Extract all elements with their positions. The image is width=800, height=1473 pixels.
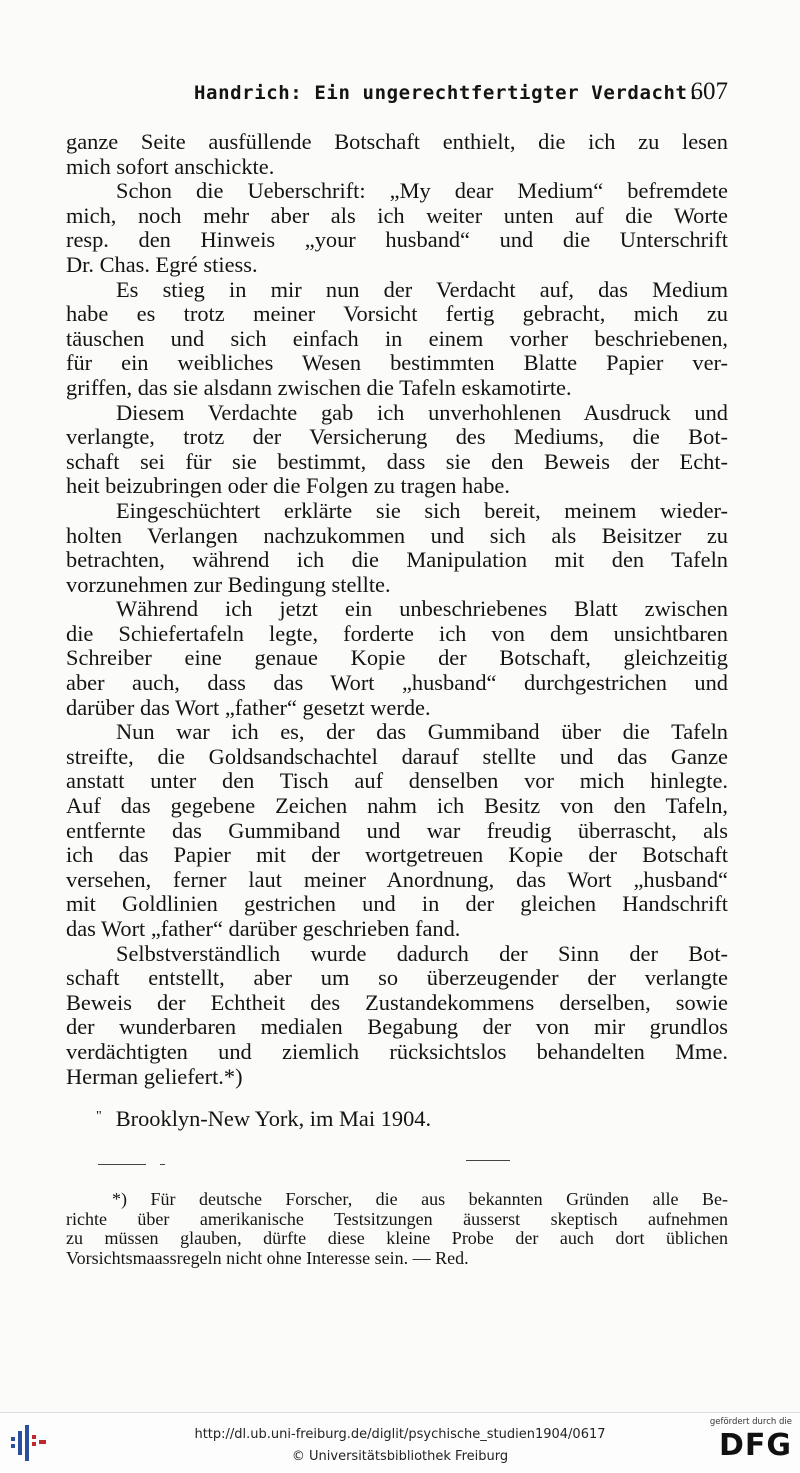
funding-note: gefördert durch die [709,1417,792,1427]
text-line: mich sofort anschickte. [66,153,275,179]
text-line: *) Für deutsche Forscher, die aus bekannten Gründen alle Be- [112,1189,728,1209]
text-line: für ein weibliches Wesen bestimmten Blatte Papier ver- [66,350,728,376]
text-line: das Wort „father“ darüber geschrieben fand. [66,916,461,941]
text-line: der wunderbaren medialen Begabung der von mir grundlos [66,1014,728,1040]
text-line: Auf das gegebene Zeichen nahm ich Besitz von den Tafeln, [66,793,728,819]
text-line: anstatt unter den Tisch auf denselben vor mich hinlegte. [66,768,728,794]
text-line: versehen, ferner laut meiner Anordnung, das Wort „husband“ [66,866,728,892]
text-line: Herman geliefert.*) [66,1063,243,1089]
text-line: ich das Papier mit der wortgetreuen Kopie der Botschaft [66,842,728,868]
text-line: täuschen und sich einfach in einem vorher beschriebenen, [66,325,728,351]
text-line: resp. den Hinweis „your husband“ und die Unterschrift [66,227,728,253]
footnote-text [66,1190,728,1268]
paragraph [66,499,728,597]
text-line: Vorsichtsmaassregeln nicht ohne Interesse sein. — Red. [66,1247,469,1268]
body-text [66,130,728,1089]
place-and-date [96,1106,431,1132]
text-line: die Schiefertafeln legte, forderte ich von dem unsichtbaren [66,620,728,646]
text-line: betrachten, während ich die Manipulation mit den Tafeln [66,547,728,573]
text-line: verdächtigten und ziemlich rücksichtslos behandelten Mme. [66,1038,728,1064]
paragraph [66,942,728,1090]
text-line: zu müssen glauben, dürfte diese kleine Probe der auch dort üblichen [66,1228,728,1248]
paragraph [66,179,728,277]
text-line: Während ich jetzt ein unbeschriebenes Blatt zwischen [116,596,728,622]
text-line: heit beizubringen oder die Folgen zu tragen habe. [66,473,510,499]
footnote-rule-dot [160,1164,165,1165]
paragraph [66,130,728,179]
text-line: Nun war ich es, der das Gummiband über die Tafeln [116,719,728,745]
dfg-logo-text: DFG [718,1428,792,1463]
text-line: Schon die Ueberschrift: „My dear Medium“ befremdete [116,178,728,204]
text-line: habe es trotz meiner Vorsicht fertig gebracht, mich zu [66,301,728,327]
text-line: vorzunehmen zur Bedingung stellte. [66,571,391,597]
paragraph [66,720,728,941]
paragraph [66,278,728,401]
text-line: Schreiber eine genaue Kopie der Botschaft, gleichzeitig [66,645,728,671]
text-line: mit Goldlinien gestrichen und in der gleichen Handschrift [66,891,728,917]
dfg-logo [702,1417,792,1469]
footnote [66,1190,728,1268]
text-line: darüber das Wort „father“ gesetzt werde. [66,694,431,720]
section-rule-right [466,1160,510,1161]
text-line: Diesem Verdachte gab ich unverhohlenen Ausdruck und [116,399,728,425]
copyright-notice: © Universitätsbibliothek Freiburg [291,1449,509,1464]
text-line: verlangte, trotz der Versicherung des Mediums, die Bot- [66,424,728,450]
text-line: holten Verlangen nachzukommen und sich als Beisitzer zu [66,522,728,548]
text-line: mich, noch mehr aber als ich weiter unten auf die Worte [66,202,728,228]
text-line: streifte, die Goldsandschachtel darauf stellte und das Ganze [66,743,728,769]
paragraph [66,401,728,499]
text-line: Es stieg in mir nun der Verdacht auf, das Medium [116,276,728,302]
viewer-footer [0,1412,800,1473]
text-line: schaft sei für sie bestimmt, dass sie den Beweis der Echt- [66,448,728,474]
text-line: Dr. Chas. Egré stiess. [66,251,258,277]
permalink[interactable]: http://dl.ub.uni-freiburg.de/diglit/psychische_studien1904/0617 [194,1427,606,1442]
text-line: Selbstverständlich wurde dadurch der Sinn der Bot- [116,940,728,966]
text-line: ganze Seite ausfüllende Botschaft enthielt, die ich zu lesen [66,129,728,154]
place-date-text: Brooklyn-New York, im Mai 1904. [115,1106,432,1131]
running-header [66,78,728,114]
paragraph [66,597,728,720]
stray-mark: " [96,1109,102,1124]
text-line: Beweis der Echtheit des Zustandekommens derselben, sowie [66,989,728,1015]
text-line: entfernte das Gummiband und war freudig überrascht, als [66,817,728,843]
text-line: richte über amerikanische Testsitzungen äusserst skeptisch aufnehmen [66,1208,728,1229]
text-line: schaft entstellt, aber um so überzeugender der verlangte [66,965,728,991]
text-line: Eingeschüchtert erklärte sie sich bereit, meinem wieder- [116,497,728,523]
running-title: Handrich: Ein ungerechtfertigter Verdacht. [194,82,700,104]
page-number: 607 [690,78,728,105]
footnote-rule-left [98,1164,146,1165]
text-line: aber auch, dass das Wort „husband“ durchgestrichen und [66,670,728,696]
text-line: griffen, das sie alsdann zwischen die Tafeln eskamotirte. [66,374,572,400]
